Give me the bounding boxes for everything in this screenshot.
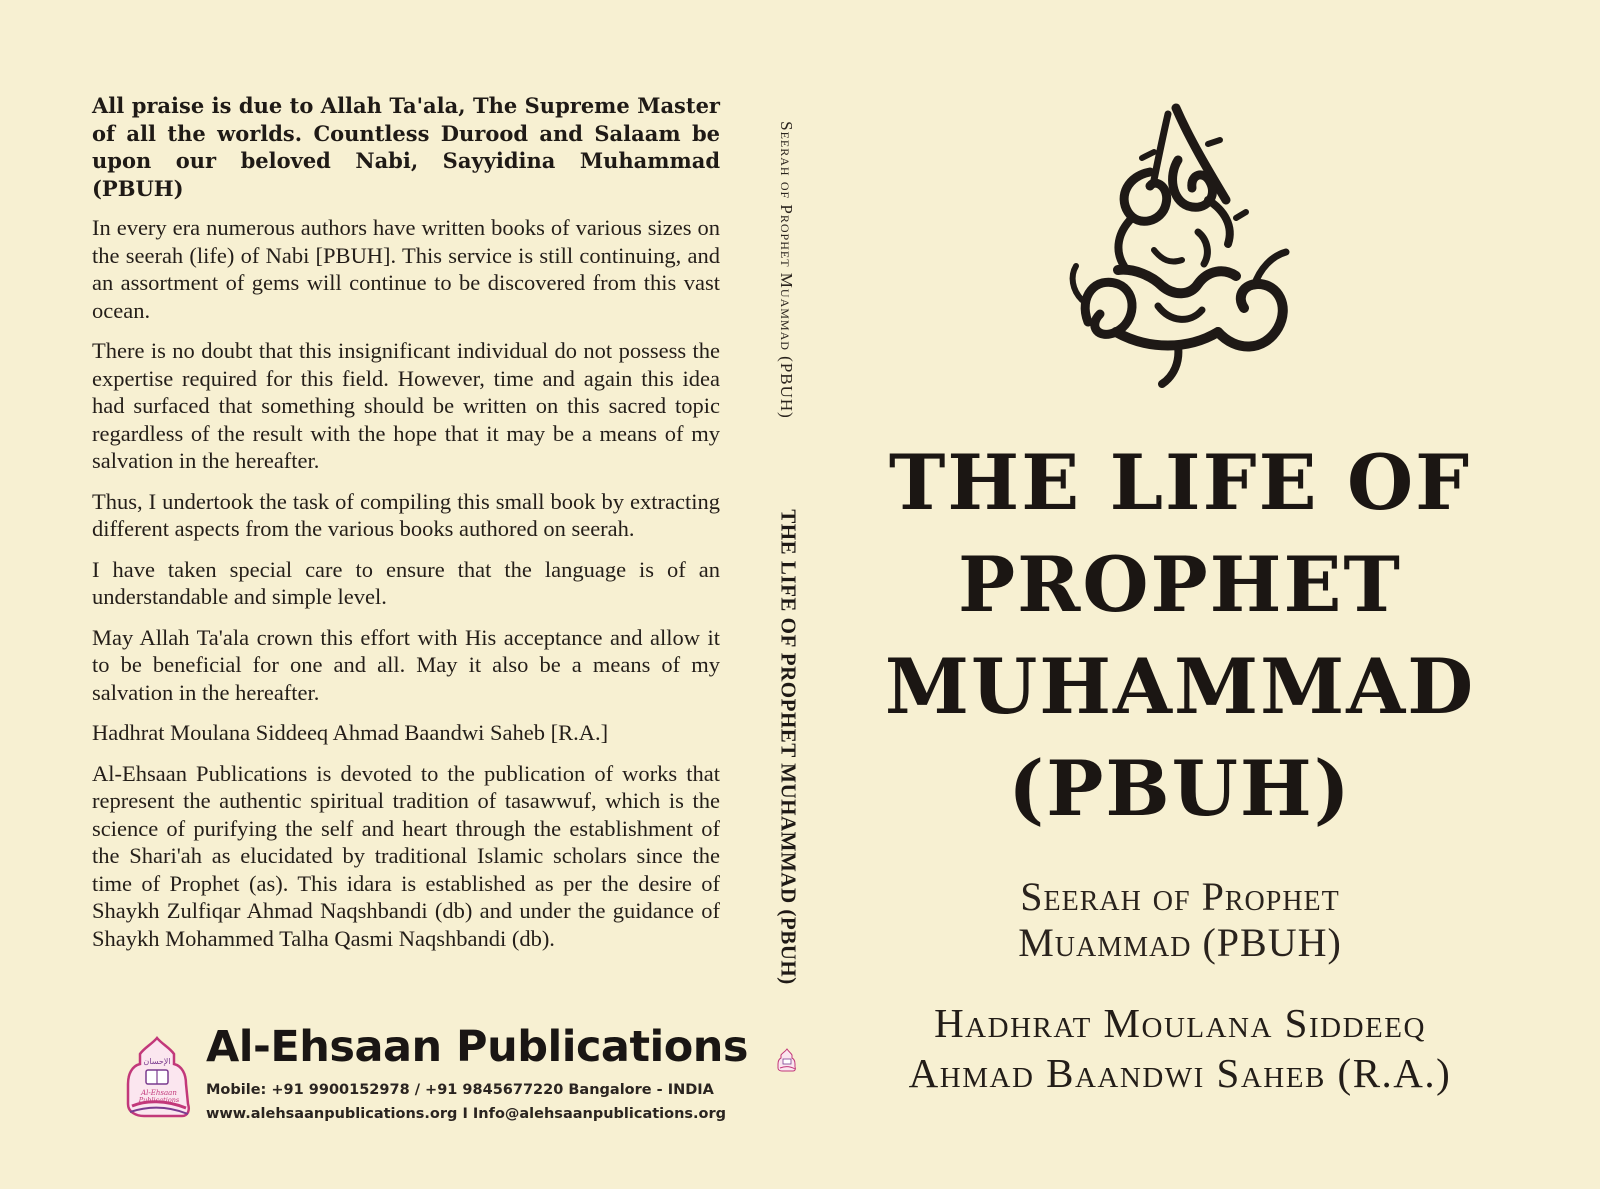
svg-text:الإحسان: الإحسان	[143, 1057, 171, 1066]
back-paragraph-2: There is no doubt that this insignificant individual do not possess the expertise required for this field. However, time and again this idea had surfaced that something should be written on this sacred topic regardless of the result with the hope that it may be a means of my salvation in the hereafter.	[92, 338, 720, 473]
svg-text:Publications: Publications	[138, 1096, 180, 1104]
publisher-name: Al-Ehsaan Publications	[206, 1022, 748, 1072]
back-paragraph-3: Thus, I undertook the task of compiling this small book by extracting different aspects from the various books authored on seerah.	[92, 488, 720, 541]
back-author-credit: Hadhrat Moulana Siddeeq Ahmad Baandwi Saheb [R.A.]	[92, 720, 609, 745]
front-title-line-1: THE LIFE OF	[888, 438, 1472, 527]
front-author-line-1: Hadhrat Moulana Siddeeq	[934, 1000, 1426, 1046]
front-title	[880, 432, 1480, 840]
publisher-contact: Mobile: +91 9900152978 / +91 9845677220 Bangalore - INDIA	[206, 1082, 714, 1098]
publisher-block	[118, 1020, 748, 1130]
publisher-logo-icon	[122, 1034, 192, 1120]
back-paragraph-4: I have taken special care to ensure that the language is of an understandable and simple level.	[92, 556, 720, 609]
front-subtitle	[880, 874, 1480, 966]
back-cover-lead: All praise is due to Allah Ta'ala, The Supreme Master of all the worlds. Countless Durood and Salaam be upon our beloved Nabi, Sayyidina Muhammad (PBUH)	[92, 93, 720, 201]
back-publisher-description: Al-Ehsaan Publications is devoted to the publication of works that represent the authentic spiritual tradition of tasawwuf, which is the science of purifying the self and heart through the establishment of the Shari'ah as elucidated by traditional Islamic scholars since the time of Prophet (as). This idara is established as per the desire of Shaykh Zulfiqar Ahmad Naqshbandi (db) and under the guidance of Shaykh Mohammed Talha Qasmi Naqshbandi (db).	[92, 760, 720, 951]
front-subtitle-line-1: Seerah of Prophet	[1020, 874, 1340, 919]
back-cover-text	[92, 92, 720, 965]
spine-title-text: THE LIFE OF PROPHET MUHAMMAD (PBUH)	[776, 509, 801, 985]
front-author-line-2: Ahmad Baandwi Saheb (R.A.)	[908, 1050, 1452, 1096]
back-paragraph-5: May Allah Ta'ala crown this effort with His acceptance and allow it to be beneficial for one and all. May it also be a means of my salvation in the hereafter.	[92, 624, 720, 705]
front-title-line-4: (PBUH)	[1008, 744, 1352, 833]
svg-text:Al-Ehsaan: Al-Ehsaan	[141, 1089, 177, 1097]
front-title-line-3: MUHAMMAD	[884, 642, 1476, 731]
spine-subtitle-text: Seerah of Prophet Muammad (PBUH)	[777, 121, 796, 419]
publisher-web: www.alehsaanpublications.org I Info@alehsaanpublications.org	[206, 1106, 727, 1122]
front-subtitle-line-2: Muammad (PBUH)	[1018, 920, 1342, 965]
spine-publisher-logo-icon	[777, 1048, 797, 1072]
back-paragraph-1: In every era numerous authors have written books of various sizes on the seerah (life) of Nabi [PBUH]. This service is still continuing, and an assortment of gems will continue to be discovered from this vast ocean.	[92, 215, 720, 323]
front-title-line-2: PROPHET	[958, 540, 1402, 629]
arabic-calligraphy-emblem	[1058, 100, 1298, 400]
front-author	[860, 998, 1500, 1098]
